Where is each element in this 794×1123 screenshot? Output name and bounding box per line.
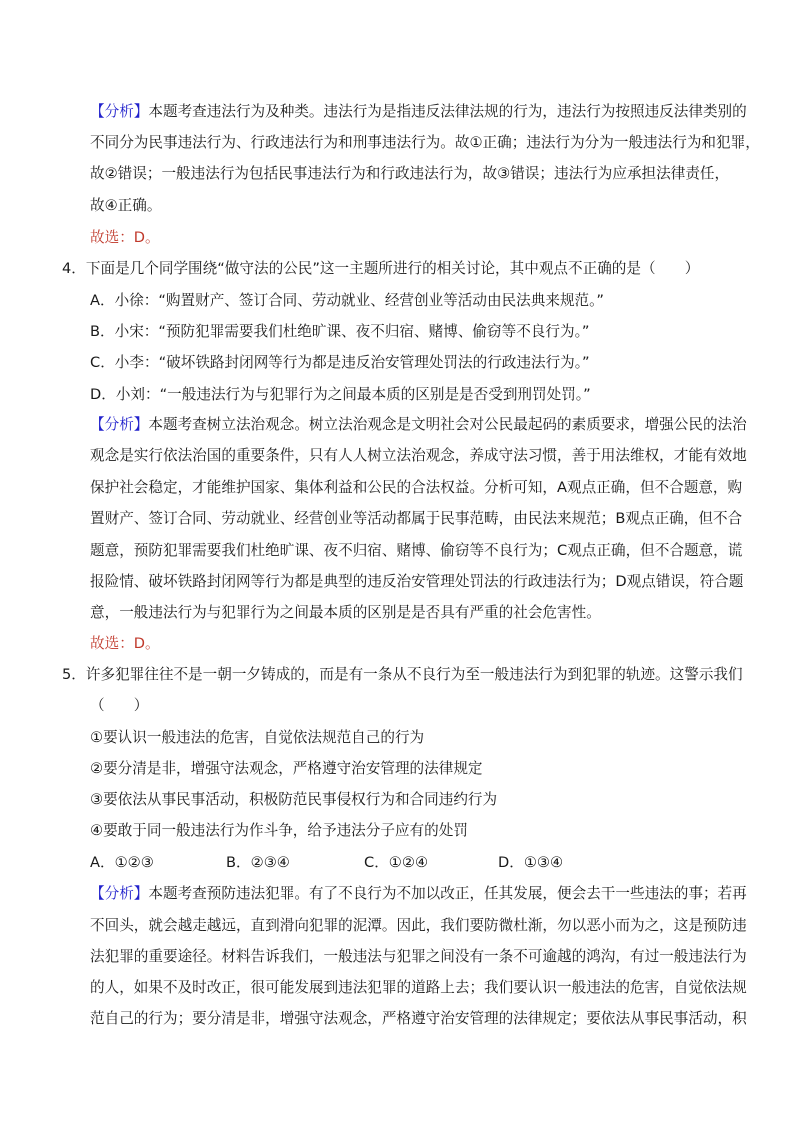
q5-statement-4: ④要敢于同一般违法行为作斗争，给予违法分子应有的处罚 (90, 822, 468, 839)
q4-answer: 故选：D。 (90, 635, 160, 652)
q5-choice-d: D．①③④ (498, 854, 564, 871)
q5-analysis-line-4: 的人，如果不及时改正，很可能发展到违法犯罪的道路上去；我们要认识一般违法的危害，自觉依法规 (90, 979, 747, 996)
q5-statement-3: ③要依法从事民事活动，积极防范民事侵权行为和合同违约行为 (90, 791, 498, 808)
q5-analysis-line-3: 法犯罪的重要途径。材料告诉我们，一般违法与犯罪之间没有一条不可逾越的鸿沟，有过一般违法行为 (90, 948, 747, 965)
q4-option-b: B．小宋：“预防犯罪需要我们杜绝旷课、夜不归宿、赌博、偷窃等不良行为。” (90, 323, 590, 340)
analysis-tag: 【分析】 (90, 885, 149, 902)
q3-analysis-line-2: 不同分为民事违法行为、行政违法行为和刑事违法行为。故①正确；违法行为分为一般违法行为和犯罪， (90, 134, 760, 151)
q5-stem-line-2: （ ） (90, 697, 149, 714)
q5-analysis-line-5: 范自己的行为；要分清是非，增强守法观念，严格遵守治安管理的法律规定；要依法从事民事活动，积 (90, 1010, 747, 1027)
q5-choice-c: C．①②④ (364, 854, 429, 871)
analysis-tag: 【分析】 (90, 103, 149, 120)
q4-analysis-line-5: 题意，预防犯罪需要我们杜绝旷课、夜不归宿、赌博、偷窃等不良行为；C观点正确，但不合题意，谎 (90, 542, 743, 559)
q5-stem-line-1: 5．许多犯罪往往不是一朝一夕铸成的，而是有一条从不良行为至一般违法行为到犯罪的轨迹。这警示我们 (62, 666, 743, 683)
q5-statement-1: ①要认识一般违法的危害，自觉依法规范自己的行为 (90, 729, 425, 746)
q4-option-d: D．小刘：“一般违法行为与犯罪行为之间最本质的区别是是否受到刑罚处罚。” (90, 386, 591, 403)
q4-analysis-line-6: 报险情、破坏铁路封闭网等行为都是典型的违反治安管理处罚法的行政违法行为；D观点错误，符合题 (90, 573, 744, 590)
q5-statement-2: ②要分清是非，增强守法观念，严格遵守治安管理的法律规定 (90, 760, 483, 777)
q4-stem: 4．下面是几个同学围绕“做守法的公民”这一主题所进行的相关讨论，其中观点不正确的是（ ） (62, 260, 700, 277)
q4-analysis-line-4: 置财产、签订合同、劳动就业、经营创业等活动都属于民事范畴，由民法来规范；B观点正确，但不合 (90, 510, 743, 527)
q4-analysis-line-2: 观念是实行依法治国的重要条件，只有人人树立法治观念，养成守法习惯，善于用法维权，才能有效地 (90, 447, 747, 464)
q4-option-c: C．小李：“破坏铁路封闭网等行为都是违反治安管理处罚法的行政违法行为。” (90, 354, 590, 371)
q5-choice-a: A．①②③ (90, 854, 154, 871)
q4-analysis-line-3: 保护社会稳定，才能维护国家、集体利益和公民的合法权益。分析可知，A观点正确，但不合题意，购 (90, 479, 743, 496)
analysis-tag: 【分析】 (90, 416, 149, 433)
q3-analysis-line-3: 故②错误；一般违法行为包括民事违法行为和行政违法行为，故③错误；违法行为应承担法律责任， (90, 165, 730, 182)
q5-choices (90, 853, 690, 873)
q4-option-a: A．小徐：“购置财产、签订合同、劳动就业、经营创业等活动由民法典来规范。” (90, 292, 604, 309)
q3-analysis-line-4: 故④正确。 (90, 197, 162, 214)
q3-answer: 故选：D。 (90, 229, 160, 246)
q5-analysis-line-1: 【分析】本题考查预防违法犯罪。有了不良行为不加以改正，任其发展，便会去干一些违法的事；若再 (90, 885, 747, 902)
q5-analysis-line-2: 不回头，就会越走越远，直到滑向犯罪的泥潭。因此，我们要防微杜渐，勿以恶小而为之，这是预防违 (90, 917, 747, 934)
q5-choice-b: B．②③④ (226, 854, 290, 871)
q4-analysis-line-7: 意，一般违法行为与犯罪行为之间最本质的区别是是否具有严重的社会危害性。 (90, 604, 601, 621)
q3-analysis-line-1: 【分析】本题考查违法行为及种类。违法行为是指违反法律法规的行为，违法行为按照违反法律类别的 (90, 103, 747, 120)
q4-analysis-line-1: 【分析】本题考查树立法治观念。树立法治观念是文明社会对公民最起码的素质要求，增强公民的法治 (90, 416, 747, 433)
